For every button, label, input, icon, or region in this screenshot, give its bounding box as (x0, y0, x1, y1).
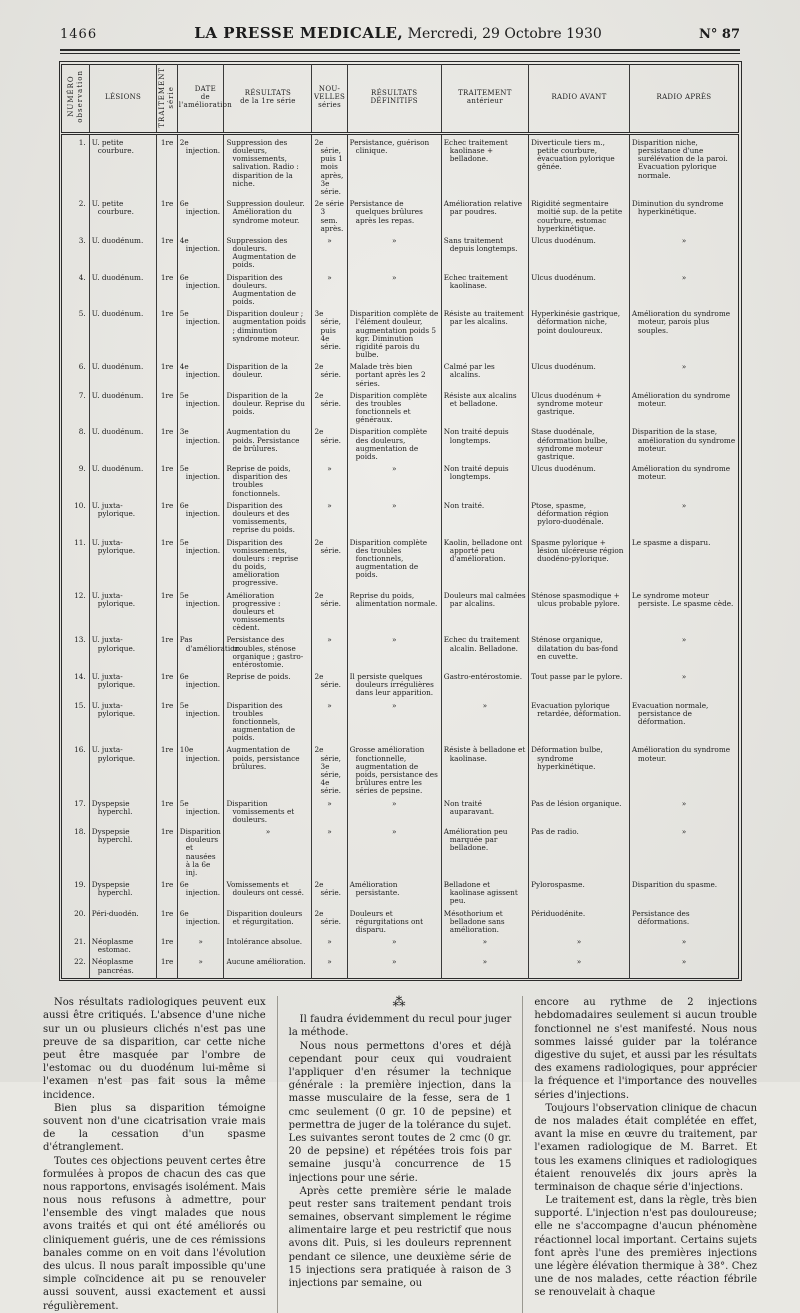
cell-nouvelles-series: » (312, 937, 347, 957)
cell-radio-apres: » (629, 957, 738, 978)
cell-resultats-definitifs: Disparition complète de l'élément douleur, augmentation poids 5 kgr. Diminution rigidité parois du bulbe. (347, 309, 441, 362)
cell-nouvelles-series: 2e série. (312, 427, 347, 464)
cell-lesions: U. duodénum. (89, 427, 157, 464)
paragraph: Toujours l'observation clinique de chacun de nos malades était complétée en effet, avant la mise en œuvre du traitement, par l'examen radiologique de M. Barret. Et tous les examens cliniques et radiologiques étaient renouvelés dix jours après la terminaison de chaque série d'injections. (534, 1102, 758, 1193)
cell-traitement-anterieur: Amélioration peu marquée par belladone. (441, 827, 528, 880)
cell-lesions: U. petite courbure. (89, 199, 157, 236)
cell-traitement-serie: 1re (157, 309, 177, 362)
cell-numero-observation: 17. (74, 798, 86, 808)
cell-traitement-anterieur: Résiste au traitement par les alcalins. (441, 309, 528, 362)
masthead-rule (60, 49, 740, 54)
cell-numero-observation: 18. (74, 827, 86, 837)
cell-date-amelioration: 4e injection. (177, 362, 224, 391)
cell-radio-apres: Amélioration du syndrome moteur. (629, 391, 738, 428)
cell-resultats-definitifs: Grosse amélioration fonctionnelle, augmentation de poids, persistance des brûlures entre les séries de pepsine. (347, 745, 441, 798)
cell-traitement-serie: 1re (157, 236, 177, 273)
cell-lesions: U. juxta-pylorique. (89, 701, 157, 746)
cell-numero-observation: 10. (74, 500, 86, 510)
cell-radio-avant: Ulcus duodénum. (529, 464, 630, 501)
cell-radio-apres: » (629, 236, 738, 273)
cell-traitement-anterieur: » (441, 937, 528, 957)
cell-radio-avant: Spasme pylorique + lésion ulcéreuse région duodéno-pylorique. (529, 538, 630, 591)
cell-traitement-anterieur: Mésothorium et belladone sans amélioration. (441, 909, 528, 938)
cell-date-amelioration: 5e injection. (177, 538, 224, 591)
cell-date-amelioration: Pas d'amélioration. (177, 635, 224, 672)
cell-nouvelles-series: 2e série. (312, 538, 347, 591)
cell-resultats-definitifs: Disparition complète des troubles fonctionnels et généraux. (347, 391, 441, 428)
cell-resultats-definitifs: » (347, 635, 441, 672)
cell-numero-observation: 5. (78, 309, 86, 319)
cell-nouvelles-series: » (312, 236, 347, 273)
cell-date-amelioration: 6e injection. (177, 909, 224, 938)
cell-resultats-definitifs: » (347, 236, 441, 273)
cell-date-amelioration: 2e injection. (177, 133, 224, 199)
cell-traitement-anterieur: Echec traitement kaolinase + belladone. (441, 133, 528, 199)
table-row (62, 236, 739, 273)
cell-radio-avant: Ulcus duodénum + syndrome moteur gastrique. (529, 391, 630, 428)
cell-lesions: Dyspepsie hyperchl. (89, 827, 157, 880)
cell-resultats-1re-serie: Disparition vomissements et douleurs. (224, 799, 312, 828)
cell-resultats-definitifs: Disparition complète des troubles fonctionnels, augmentation de poids. (347, 538, 441, 591)
journal-title-date: Mercredi, 29 Octobre 1930 (407, 26, 602, 42)
cell-radio-apres: » (629, 672, 738, 701)
masthead (60, 24, 740, 42)
cell-traitement-serie: 1re (157, 133, 177, 199)
cell-numero-observation: 19. (74, 880, 86, 890)
cell-traitement-anterieur: Douleurs mal calmées par alcalins. (441, 591, 528, 636)
article-body (32, 996, 768, 1313)
cell-numero-observation: 11. (74, 537, 86, 547)
cell-numero-observation: 4. (78, 272, 86, 282)
table-row (62, 745, 739, 798)
table-row (62, 672, 739, 701)
cell-resultats-1re-serie: Disparition de la douleur. Reprise du poids. (224, 391, 312, 428)
cell-traitement-serie: 1re (157, 591, 177, 636)
cell-traitement-serie: 1re (157, 701, 177, 746)
cell-nouvelles-series: 2e série. (312, 591, 347, 636)
cell-numero-observation: 3. (78, 235, 86, 245)
cell-traitement-serie: 1re (157, 672, 177, 701)
cell-numero-observation: 9. (78, 464, 86, 474)
cell-lesions: U. juxta-pylorique. (89, 672, 157, 701)
cell-radio-apres: Disparition du spasme. (629, 880, 738, 909)
cell-traitement-serie: 1re (157, 391, 177, 428)
cell-resultats-1re-serie: Aucune amélioration. (224, 957, 312, 978)
page-number: 1466 (60, 27, 98, 42)
cell-traitement-anterieur: » (441, 701, 528, 746)
cell-resultats-definitifs: Persistance de quelques brûlures après les repas. (347, 199, 441, 236)
column-header-resultats-1re-serie: RÉSULTATS de la 1re série (224, 64, 312, 133)
column-header-resultats-definitifs: RÉSULTATS DÉFINITIFS (347, 64, 441, 133)
cell-radio-apres: » (629, 501, 738, 538)
cell-radio-apres: » (629, 362, 738, 391)
cell-radio-avant: Diverticule tiers m., petite courbure, évacuation pylorique gênée. (529, 133, 630, 199)
cell-resultats-1re-serie: Disparition des troubles fonctionnels, augmentation de poids. (224, 701, 312, 746)
cell-resultats-definitifs: » (347, 937, 441, 957)
table-row (62, 880, 739, 909)
paragraph: Nos résultats radiologiques peuvent eux aussi être critiqués. L'absence d'une niche sur un ou plusieurs clichés n'est pas une preuve de sa disparition, car cette niche peut être masquée par l'ombre de l'estomac ou du duodénum lui-même si l'examen n'est pas fait sous la même incidence. (43, 997, 266, 1101)
cell-radio-apres: » (629, 937, 738, 957)
cell-numero-observation: 15. (74, 700, 86, 710)
cell-resultats-1re-serie: Augmentation de poids, persistance brûlures. (224, 745, 312, 798)
column-header-nouvelles-series: NOU- VELLES séries (312, 64, 347, 133)
cell-radio-avant: » (529, 937, 630, 957)
cell-radio-avant: Pas de radio. (529, 827, 630, 880)
cell-lesions: U. duodénum. (89, 236, 157, 273)
paragraph: Bien plus sa disparition témoigne souvent non d'une cicatrisation vraie mais de la cessation d'un spasme d'étranglement. (43, 1102, 266, 1154)
cell-date-amelioration: 6e injection. (177, 880, 224, 909)
cell-date-amelioration: Disparition douleurs et nausées à la 6e inj. (177, 827, 224, 880)
cell-resultats-1re-serie: Intolérance absolue. (224, 937, 312, 957)
paragraph: Le traitement est, dans la règle, très bien supporté. L'injection n'est pas douloureuse; elle ne s'accompagne d'aucun phénomène réactionnel local important. Certains sujets font après l'une des premières injections une légère élévation thermique à 38°. Chez une de nos malades, cette réaction fébrile se renouvelait à chaque (534, 1195, 758, 1299)
cell-traitement-serie: 1re (157, 273, 177, 310)
cell-radio-avant: Pas de lésion organique. (529, 799, 630, 828)
cell-radio-apres: Evacuation normale, persistance de déformation. (629, 701, 738, 746)
cell-numero-observation: 20. (74, 908, 86, 918)
cell-lesions: U. petite courbure. (89, 133, 157, 199)
cell-traitement-anterieur: Calmé par les alcalins. (441, 362, 528, 391)
table-row (62, 464, 739, 501)
results-table-body (62, 133, 739, 978)
cell-traitement-serie: 1re (157, 937, 177, 957)
cell-lesions: Néoplasme estomac. (89, 937, 157, 957)
cell-resultats-1re-serie: Disparition des douleurs et des vomissements, reprise du poids. (224, 501, 312, 538)
cell-radio-apres: Amélioration du syndrome moteur, parois plus souples. (629, 309, 738, 362)
cell-lesions: U. juxta-pylorique. (89, 635, 157, 672)
cell-radio-apres: Persistance des déformations. (629, 909, 738, 938)
cell-numero-observation: 21. (74, 937, 86, 947)
cell-resultats-definitifs: » (347, 701, 441, 746)
cell-lesions: Néoplasme pancréas. (89, 957, 157, 978)
cell-nouvelles-series: » (312, 957, 347, 978)
issue-number: N° 87 (699, 27, 740, 42)
cell-numero-observation: 14. (74, 672, 86, 682)
table-row (62, 827, 739, 880)
cell-traitement-serie: 1re (157, 427, 177, 464)
cell-resultats-1re-serie: Suppression des douleurs, vomissements, salivation. Radio : disparition de la niche. (224, 133, 312, 199)
cell-traitement-serie: 1re (157, 880, 177, 909)
cell-resultats-1re-serie: Amélioration progressive : douleurs et vomissements cèdent. (224, 591, 312, 636)
cell-resultats-definitifs: » (347, 501, 441, 538)
cell-numero-observation: 22. (74, 957, 86, 967)
cell-traitement-serie: 1re (157, 799, 177, 828)
cell-nouvelles-series: 2e série 3 sem. après. (312, 199, 347, 236)
table-row (62, 273, 739, 310)
cell-resultats-1re-serie: Persistance des troubles, sténose organique ; gastro-entérostomie. (224, 635, 312, 672)
cell-resultats-1re-serie: Augmentation du poids. Persistance de brûlures. (224, 427, 312, 464)
table-row (62, 199, 739, 236)
cell-date-amelioration: 5e injection. (177, 591, 224, 636)
cell-radio-avant: » (529, 957, 630, 978)
cell-lesions: U. duodénum. (89, 362, 157, 391)
cell-traitement-anterieur: Sans traitement depuis longtemps. (441, 236, 528, 273)
cell-radio-avant: Ulcus duodénum. (529, 273, 630, 310)
table-row (62, 391, 739, 428)
cell-radio-avant: Ulcus duodénum. (529, 236, 630, 273)
column-header-numero-observation: NUMÉRO observation (62, 64, 90, 133)
cell-radio-apres: Disparition de la stase, amélioration du syndrome moteur. (629, 427, 738, 464)
cell-resultats-definitifs: » (347, 273, 441, 310)
cell-traitement-serie: 1re (157, 199, 177, 236)
column-header-traitement-serie: TRAITEMENT série (157, 64, 177, 133)
article-column-1 (32, 996, 277, 1313)
cell-radio-avant: Ulcus duodénum. (529, 362, 630, 391)
cell-resultats-1re-serie: Reprise de poids, disparition des troubles fonctionnels. (224, 464, 312, 501)
table-row (62, 937, 739, 957)
cell-nouvelles-series: 2e série, 3e série, 4e série. (312, 745, 347, 798)
cell-radio-apres: » (629, 799, 738, 828)
cell-radio-avant: Hyperkinésie gastrique, déformation niche, point douloureux. (529, 309, 630, 362)
paragraph: Toutes ces objections peuvent certes être formulées à propos de chacun des cas que nous rapportons, envisagés isolément. Mais nous nous refusons à admettre, pour l'ensemble des vingt malades que nous avons traités et qui ont été améliorés ou cliniquement guéris, une de ces rémissions banales comme on en voit dans l'évolution des ulcus. Il nous paraît impossible qu'une simple coïncidence ait pu se renouveler aussi souvent, aussi exactement et aussi régulièrement. (43, 1155, 266, 1312)
cell-traitement-anterieur: Gastro-entérostomie. (441, 672, 528, 701)
cell-radio-avant: Tout passe par le pylore. (529, 672, 630, 701)
cell-lesions: U. juxta-pylorique. (89, 745, 157, 798)
cell-traitement-anterieur: Résiste à belladone et kaolinase. (441, 745, 528, 798)
cell-date-amelioration: 6e injection. (177, 501, 224, 538)
cell-lesions: U. duodénum. (89, 273, 157, 310)
cell-radio-apres: » (629, 635, 738, 672)
cell-lesions: U. duodénum. (89, 464, 157, 501)
cell-resultats-definitifs: Reprise du poids, alimentation normale. (347, 591, 441, 636)
cell-traitement-anterieur: Non traité. (441, 501, 528, 538)
cell-resultats-definitifs: » (347, 957, 441, 978)
cell-resultats-1re-serie: » (224, 827, 312, 880)
table-row (62, 133, 739, 199)
cell-date-amelioration: 5e injection. (177, 799, 224, 828)
cell-date-amelioration: » (177, 937, 224, 957)
cell-traitement-serie: 1re (157, 745, 177, 798)
cell-resultats-definitifs: Douleurs et régurgitations ont disparu. (347, 909, 441, 938)
cell-date-amelioration: » (177, 957, 224, 978)
paragraph: Nous nous permettons d'ores et déjà cependant pour ceux qui voudraient l'appliquer d'en résumer la technique générale : la première injection, dans la masse musculaire de la fesse, sera de 1 cmc seulement (0 gr. 10 de pepsine) et permettra de juger de la tolérance du sujet. Les suivantes seront toutes de 2 cmc (0 gr. 20 de pepsine) et répétées trois fois par semaine jusqu'à concurrence de 15 injections pour une série. (288, 1040, 512, 1184)
table-header-row (62, 64, 739, 133)
cell-radio-apres: Diminution du syndrome hyperkinétique. (629, 199, 738, 236)
cell-radio-avant: Sténose spasmodique + ulcus probable pylore. (529, 591, 630, 636)
cell-traitement-anterieur: Non traité depuis longtemps. (441, 427, 528, 464)
cell-resultats-definitifs: Persistance, guérison clinique. (347, 133, 441, 199)
cell-traitement-serie: 1re (157, 909, 177, 938)
cell-numero-observation: 6. (78, 362, 86, 372)
cell-date-amelioration: 6e injection. (177, 273, 224, 310)
cell-nouvelles-series: 3e série, puis 4e série. (312, 309, 347, 362)
cell-traitement-anterieur: Amélioration relative par poudres. (441, 199, 528, 236)
cell-date-amelioration: 5e injection. (177, 309, 224, 362)
cell-nouvelles-series: 2e série. (312, 672, 347, 701)
cell-numero-observation: 7. (78, 390, 86, 400)
cell-nouvelles-series: 2e série. (312, 391, 347, 428)
cell-traitement-anterieur: Echec traitement kaolinase. (441, 273, 528, 310)
cell-traitement-serie: 1re (157, 538, 177, 591)
table-row (62, 362, 739, 391)
cell-radio-apres: Amélioration du syndrome moteur. (629, 745, 738, 798)
cell-date-amelioration: 3e injection. (177, 427, 224, 464)
cell-radio-avant: Déformation bulbe, syndrome hyperkinétique. (529, 745, 630, 798)
table-row (62, 538, 739, 591)
paragraph: encore au rythme de 2 injections hebdomadaires seulement si aucun trouble fonctionnel ne s'est manifesté. Nous nous sommes laissé guider par la tolérance digestive du sujet, et aussi par les résultats des examens radiologiques, pour apprécier la fréquence et l'importance des nouvelles séries d'injections. (534, 997, 758, 1101)
asterism: ⁂ (392, 995, 408, 1011)
cell-resultats-definitifs: Amélioration persistante. (347, 880, 441, 909)
table-row (62, 909, 739, 938)
cell-traitement-anterieur: Belladone et kaolinase agissent peu. (441, 880, 528, 909)
cell-numero-observation: 13. (74, 635, 86, 645)
column-header-date-amelioration: DATE de l'amélioration (177, 64, 224, 133)
cell-radio-avant: Stase duodénale, déformation bulbe, syndrome moteur gastrique. (529, 427, 630, 464)
column-header-radio-apres: RADIO APRÈS (629, 64, 738, 133)
cell-traitement-serie: 1re (157, 827, 177, 880)
cell-resultats-1re-serie: Disparition des douleurs. Augmentation de poids. (224, 273, 312, 310)
table-row (62, 799, 739, 828)
cell-date-amelioration: 6e injection. (177, 672, 224, 701)
cell-radio-avant: Evacuation pylorique retardée, déformation. (529, 701, 630, 746)
cell-date-amelioration: 6e injection. (177, 199, 224, 236)
article-column-2 (277, 996, 523, 1313)
paragraph: Après cette première série le malade peut rester sans traitement pendant trois semaines, observant simplement le régime alimentaire large et peu restrictif que nous avons dit. Puis, si les douleurs reprennent pendant ce silence, une deuxième série de 15 injections sera pratiquée à raison de 3 injections par semaine, ou (288, 1185, 512, 1290)
cell-traitement-serie: 1re (157, 362, 177, 391)
cell-resultats-1re-serie: Reprise de poids. (224, 672, 312, 701)
cell-numero-observation: 16. (74, 745, 86, 755)
cell-lesions: U. duodénum. (89, 309, 157, 362)
column-header-traitement-anterieur: TRAITEMENT antérieur (441, 64, 528, 133)
cell-resultats-definitifs: Disparition complète des douleurs, augmentation de poids. (347, 427, 441, 464)
cell-numero-observation: 8. (78, 427, 86, 437)
cell-date-amelioration: 5e injection. (177, 391, 224, 428)
table-row (62, 957, 739, 978)
cell-radio-avant: Ptose, spasme, déformation région pyloro-duodénale. (529, 501, 630, 538)
cell-nouvelles-series: » (312, 827, 347, 880)
cell-nouvelles-series: 2e série. (312, 362, 347, 391)
cell-resultats-definitifs: » (347, 799, 441, 828)
cell-date-amelioration: 4e injection. (177, 236, 224, 273)
cell-resultats-1re-serie: Disparition de la douleur. (224, 362, 312, 391)
cell-nouvelles-series: 2e série. (312, 880, 347, 909)
cell-nouvelles-series: » (312, 635, 347, 672)
cell-traitement-serie: 1re (157, 635, 177, 672)
cell-radio-avant: Sténose organique, dilatation du bas-fond en cuvette. (529, 635, 630, 672)
table-row (62, 635, 739, 672)
cell-radio-apres: » (629, 273, 738, 310)
cell-radio-apres: Disparition niche, persistance d'une surélévation de la paroi. Evacuation pylorique normale. (629, 133, 738, 199)
cell-nouvelles-series: 2e série, puis 1 mois après, 3e série. (312, 133, 347, 199)
cell-nouvelles-series: » (312, 273, 347, 310)
cell-resultats-1re-serie: Vomissements et douleurs ont cessé. (224, 880, 312, 909)
cell-numero-observation: 2. (78, 199, 86, 209)
cell-resultats-1re-serie: Suppression des douleurs. Augmentation de poids. (224, 236, 312, 273)
cell-numero-observation: 1. (78, 137, 86, 147)
cell-traitement-serie: 1re (157, 501, 177, 538)
cell-radio-apres: Le syndrome moteur persiste. Le spasme cède. (629, 591, 738, 636)
cell-resultats-1re-serie: Suppression douleur. Amélioration du syndrome moteur. (224, 199, 312, 236)
cell-date-amelioration: 5e injection. (177, 701, 224, 746)
table-row (62, 701, 739, 746)
cell-resultats-definitifs: » (347, 464, 441, 501)
cell-lesions: U. juxta-pylorique. (89, 591, 157, 636)
cell-nouvelles-series: » (312, 501, 347, 538)
cell-resultats-1re-serie: Disparition des vomissements, douleurs : reprise du poids, amélioration progressive. (224, 538, 312, 591)
cell-nouvelles-series: 2e série. (312, 909, 347, 938)
cell-nouvelles-series: » (312, 464, 347, 501)
cell-resultats-definitifs: » (347, 827, 441, 880)
article-column-3 (522, 996, 768, 1313)
cell-traitement-anterieur: Echec du traitement alcalin. Belladone. (441, 635, 528, 672)
cell-nouvelles-series: » (312, 799, 347, 828)
column-header-lesions: LÉSIONS (89, 64, 157, 133)
table-row (62, 501, 739, 538)
cell-resultats-definitifs: Malade très bien portant après les 2 séries. (347, 362, 441, 391)
cell-radio-avant: Pylorospasme. (529, 880, 630, 909)
paragraph: Il faudra évidemment du recul pour juger la méthode. (288, 1014, 512, 1039)
cell-traitement-anterieur: Résiste aux alcalins et belladone. (441, 391, 528, 428)
cell-lesions: U. juxta-pylorique. (89, 501, 157, 538)
cell-lesions: Péri-duodén. (89, 909, 157, 938)
cell-radio-avant: Périduodénite. (529, 909, 630, 938)
cell-date-amelioration: 10e injection. (177, 745, 224, 798)
cell-traitement-anterieur: Non traité auparavant. (441, 799, 528, 828)
cell-lesions: Dyspepsie hyperchl. (89, 880, 157, 909)
cell-traitement-anterieur: Kaolin, belladone ont apporté peu d'amélioration. (441, 538, 528, 591)
table-row (62, 309, 739, 362)
cell-nouvelles-series: » (312, 701, 347, 746)
cell-lesions: U. duodénum. (89, 391, 157, 428)
table-row (62, 427, 739, 464)
table-row (62, 591, 739, 636)
cell-traitement-anterieur: » (441, 957, 528, 978)
results-table-inner (61, 64, 739, 979)
cell-traitement-serie: 1re (157, 464, 177, 501)
cell-radio-apres: Amélioration du syndrome moteur. (629, 464, 738, 501)
journal-title (97, 24, 699, 42)
journal-title-name: LA PRESSE MEDICALE, (194, 24, 404, 42)
cell-radio-avant: Rigidité segmentaire moitié sup. de la petite courbure, estomac hyperkinétique. (529, 199, 630, 236)
cell-lesions: Dyspepsie hyperchl. (89, 799, 157, 828)
cell-traitement-serie: 1re (157, 957, 177, 978)
cell-resultats-definitifs: Il persiste quelques douleurs irrégulières dans leur apparition. (347, 672, 441, 701)
cell-resultats-1re-serie: Disparition douleur ; augmentation poids ; diminution syndrome moteur. (224, 309, 312, 362)
cell-radio-apres: » (629, 827, 738, 880)
column-header-radio-avant: RADIO AVANT (529, 64, 630, 133)
cell-numero-observation: 12. (74, 590, 86, 600)
cell-date-amelioration: 5e injection. (177, 464, 224, 501)
cell-resultats-1re-serie: Disparition douleurs et régurgitation. (224, 909, 312, 938)
cell-lesions: U. juxta-pylorique. (89, 538, 157, 591)
results-table (59, 61, 742, 981)
cell-traitement-anterieur: Non traité depuis longtemps. (441, 464, 528, 501)
cell-radio-apres: Le spasme a disparu. (629, 538, 738, 591)
